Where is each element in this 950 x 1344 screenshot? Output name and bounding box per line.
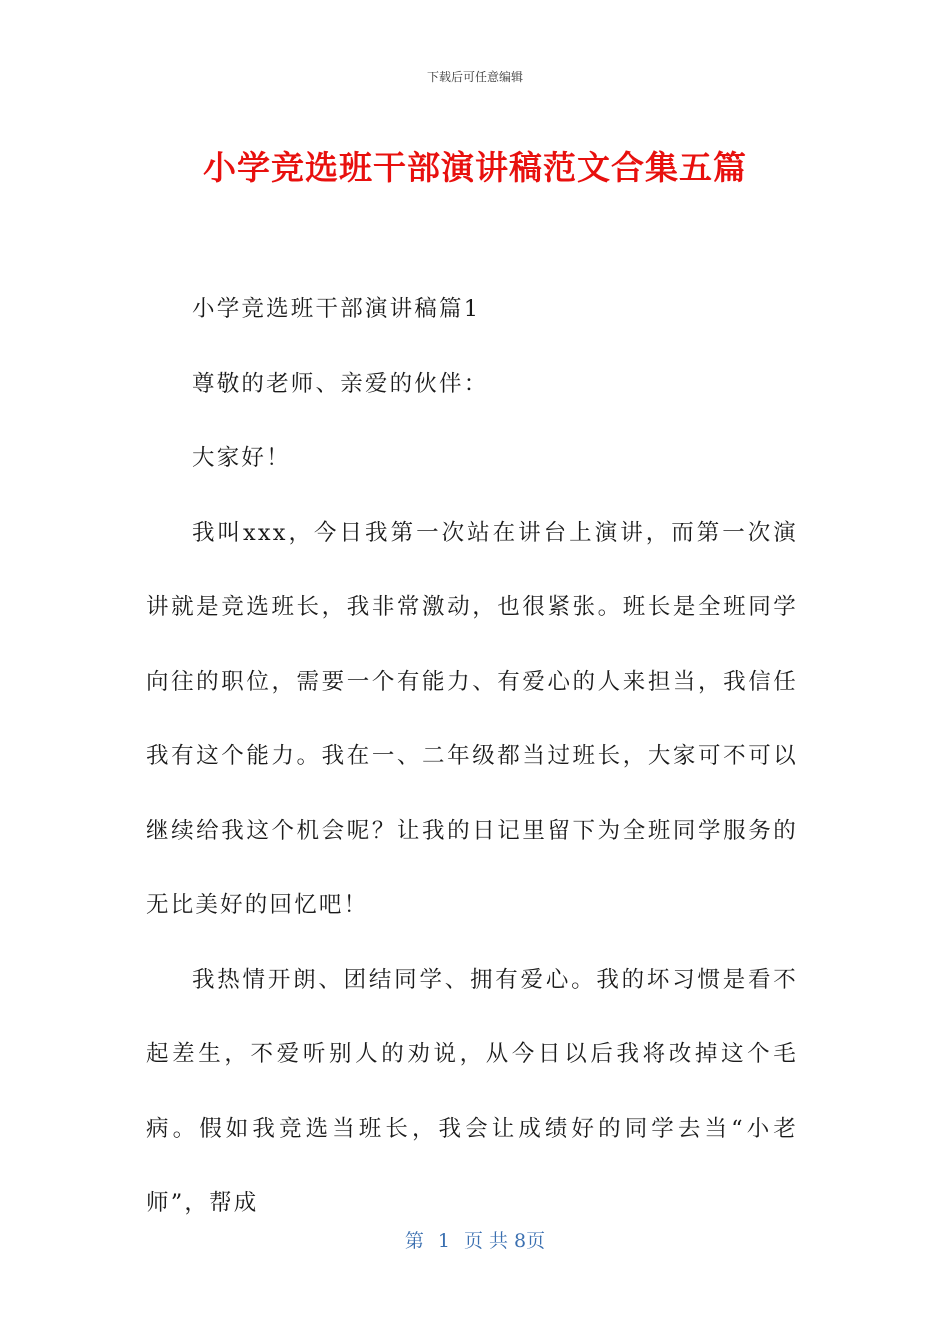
page-footer xyxy=(0,1226,950,1253)
document-body xyxy=(146,272,798,1241)
footer-current-page: 1 xyxy=(437,1230,450,1252)
footer-total-pages: 8页 xyxy=(514,1230,546,1252)
greeting: 大家好！ xyxy=(192,445,291,471)
body-paragraph: 我叫xxx，今日我第一次站在讲台上演讲，而第一次演讲就是竞选班长，我非常激动，也很紧张。班长是全班同学向往的职位，需要一个有能力、有爱心的人来担当，我信任我有这个能力。我在一、二年级都当过班长，大家可不可以继续给我这个机会呢？让我的日记里留下为全班同学服务的无比美好的回忆吧！ xyxy=(146,519,798,918)
document-title: 小学竞选班干部演讲稿范文合集五篇 xyxy=(203,148,747,187)
body-paragraph: 我热情开朗、团结同学、拥有爱心。我的坏习惯是看不起差生，不爱听别人的劝说，从今日以后我将改掉这个毛病。假如我竞选当班长，我会让成绩好的同学去当“小老师”，帮成 xyxy=(146,966,798,1216)
header-note: 下载后可任意编辑 xyxy=(426,70,523,84)
salutation: 尊敬的老师、亲爱的伙伴： xyxy=(192,370,489,397)
section-heading: 小学竞选班干部演讲稿篇1 xyxy=(192,296,481,322)
footer-middle: 页 共 xyxy=(463,1230,509,1252)
footer-prefix: 第 xyxy=(404,1230,424,1252)
